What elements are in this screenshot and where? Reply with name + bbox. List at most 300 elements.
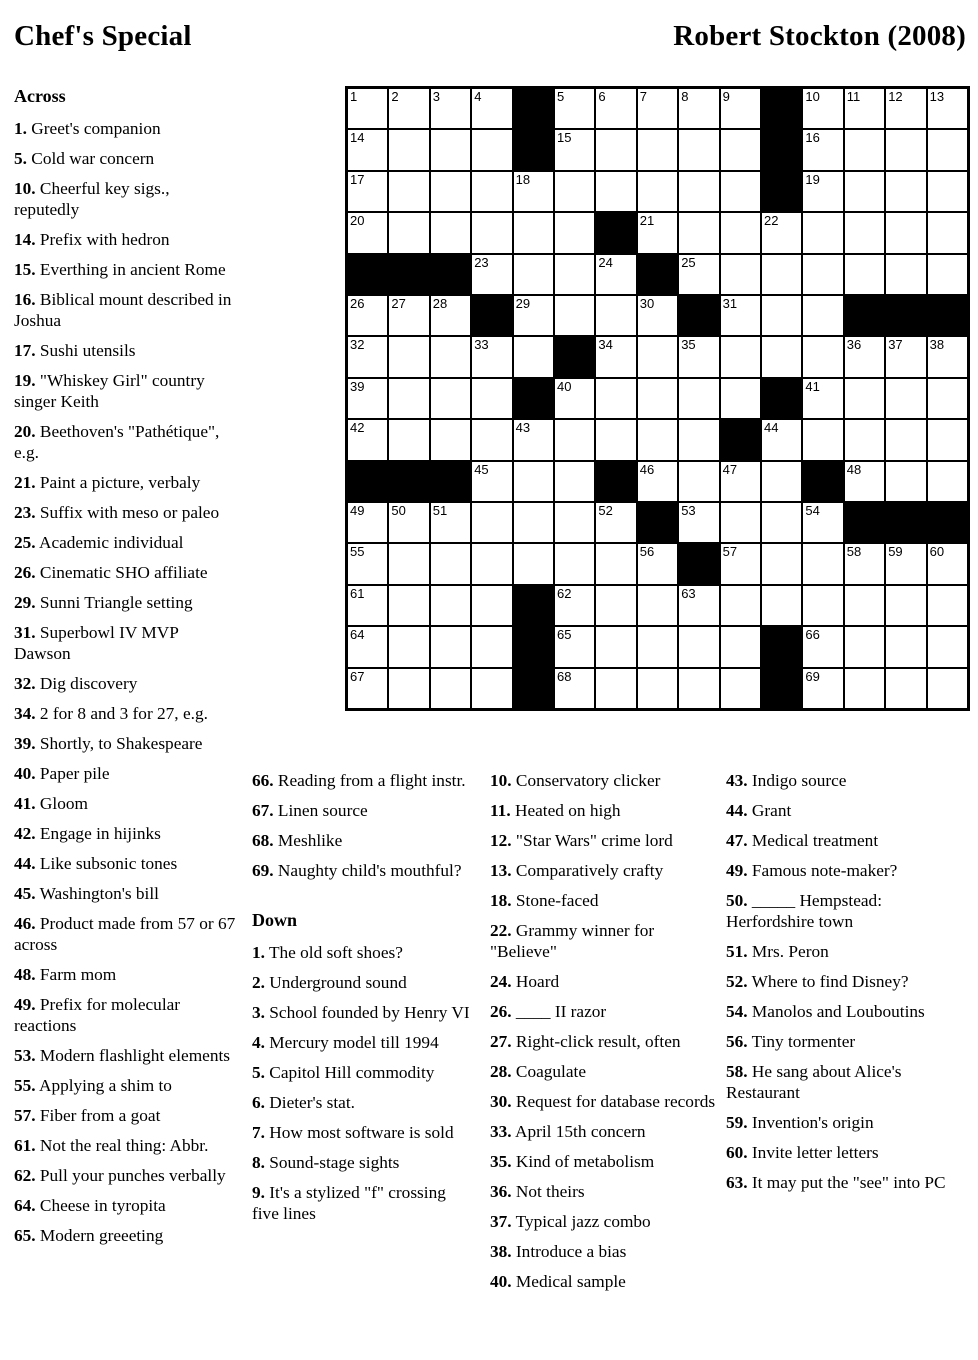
clue xyxy=(490,1211,718,1232)
clue-number: 19. xyxy=(14,371,36,390)
clue-text: Product made from 57 or 67 across xyxy=(14,914,236,954)
grid-cell[interactable] xyxy=(389,420,428,459)
grid-cell[interactable] xyxy=(472,669,511,708)
clue-number: 4. xyxy=(252,1033,265,1052)
grid-cell[interactable] xyxy=(886,130,925,169)
grid-cell[interactable] xyxy=(762,337,801,376)
clue-number: 34. xyxy=(14,704,36,723)
clue-text: ____ II razor xyxy=(511,1002,607,1021)
black-cell xyxy=(514,89,553,128)
clue xyxy=(14,340,236,361)
grid-cell[interactable] xyxy=(721,462,760,501)
cell-number: 3 xyxy=(432,89,441,104)
grid-cell[interactable] xyxy=(803,296,842,335)
black-cell xyxy=(928,503,967,542)
cell-number: 26 xyxy=(350,296,365,311)
grid-cell[interactable] xyxy=(679,255,718,294)
grid-cell[interactable] xyxy=(845,213,884,252)
grid-cell[interactable] xyxy=(472,503,511,542)
grid-cell[interactable] xyxy=(431,172,470,211)
clue xyxy=(726,1061,946,1103)
grid-cell[interactable] xyxy=(389,503,428,542)
grid-cell[interactable] xyxy=(348,379,387,418)
clue-number: 54. xyxy=(726,1002,748,1021)
grid-cell[interactable] xyxy=(928,213,967,252)
clue-number: 1. xyxy=(14,119,27,138)
grid-cell[interactable] xyxy=(514,503,553,542)
grid-cell[interactable] xyxy=(928,627,967,666)
grid-cell[interactable] xyxy=(845,172,884,211)
grid-cell[interactable] xyxy=(431,130,470,169)
grid-cell[interactable] xyxy=(679,89,718,128)
clue-text: Cheese in tyropita xyxy=(35,1196,166,1215)
grid-cell[interactable] xyxy=(803,586,842,625)
black-cell xyxy=(596,213,635,252)
grid-cell[interactable] xyxy=(555,586,594,625)
clue-number: 14. xyxy=(14,230,36,249)
grid-cell[interactable] xyxy=(389,337,428,376)
grid-cell[interactable] xyxy=(886,420,925,459)
grid-cell[interactable] xyxy=(928,255,967,294)
grid-cell[interactable] xyxy=(803,89,842,128)
puzzle-author: Robert Stockton (2008) xyxy=(673,20,966,52)
cell-number: 47 xyxy=(722,461,738,477)
grid-cell[interactable] xyxy=(348,296,387,335)
grid-cell[interactable] xyxy=(803,669,842,708)
grid-cell[interactable] xyxy=(886,379,925,418)
grid-cell[interactable] xyxy=(679,586,718,625)
grid-cell[interactable] xyxy=(596,586,635,625)
grid-cell[interactable] xyxy=(803,255,842,294)
grid-cell[interactable] xyxy=(514,420,553,459)
clue-number: 38. xyxy=(490,1242,512,1261)
clue xyxy=(726,830,946,851)
grid-cell[interactable] xyxy=(845,255,884,294)
cell-number: 60 xyxy=(929,544,945,560)
cell-number: 8 xyxy=(681,89,689,104)
clue-number: 16. xyxy=(14,290,36,309)
grid-cell[interactable] xyxy=(638,544,677,583)
clue-text: Request for database records xyxy=(511,1092,716,1111)
grid-cell[interactable] xyxy=(555,213,594,252)
grid-cell[interactable] xyxy=(389,296,428,335)
clue-text: Sound-stage sights xyxy=(264,1153,400,1172)
clue xyxy=(14,673,236,694)
grid-cell[interactable] xyxy=(845,379,884,418)
clue xyxy=(14,964,236,985)
grid-cell[interactable] xyxy=(348,627,387,666)
grid-cell[interactable] xyxy=(555,296,594,335)
black-cell xyxy=(472,296,511,335)
grid-cell[interactable] xyxy=(596,669,635,708)
grid-cell[interactable] xyxy=(928,420,967,459)
across-heading: Across xyxy=(14,86,66,106)
grid-cell[interactable] xyxy=(928,130,967,169)
clue xyxy=(252,1062,472,1083)
clue xyxy=(490,1121,718,1142)
grid-cell[interactable] xyxy=(638,586,677,625)
clue xyxy=(14,793,236,814)
grid-cell[interactable] xyxy=(721,130,760,169)
grid-cell[interactable] xyxy=(679,420,718,459)
grid-cell[interactable] xyxy=(555,255,594,294)
grid-cell[interactable] xyxy=(762,255,801,294)
grid-cell[interactable] xyxy=(679,337,718,376)
clue xyxy=(14,370,236,412)
grid-cell[interactable] xyxy=(555,544,594,583)
clue xyxy=(490,1241,718,1262)
cell-number: 9 xyxy=(722,89,730,104)
grid-cell[interactable] xyxy=(472,586,511,625)
clue-number: 45. xyxy=(14,884,36,903)
grid-cell[interactable] xyxy=(886,462,925,501)
grid-cell[interactable] xyxy=(596,89,635,128)
clue-number: 13. xyxy=(490,861,512,880)
black-cell xyxy=(555,337,594,376)
black-cell xyxy=(762,172,801,211)
grid-cell[interactable] xyxy=(679,172,718,211)
down-clues-continued xyxy=(490,770,718,1292)
grid-cell[interactable] xyxy=(596,420,635,459)
clue-number: 58. xyxy=(726,1062,748,1081)
clue xyxy=(490,1181,718,1202)
grid-cell[interactable] xyxy=(886,172,925,211)
grid-cell[interactable] xyxy=(596,255,635,294)
grid-cell[interactable] xyxy=(638,669,677,708)
cell-number: 1 xyxy=(350,89,358,104)
grid-cell[interactable] xyxy=(472,462,511,501)
cell-number: 18 xyxy=(515,171,531,187)
cell-number: 12 xyxy=(888,89,903,104)
grid-cell[interactable] xyxy=(638,337,677,376)
cell-number: 59 xyxy=(888,544,903,560)
grid-cell[interactable] xyxy=(431,669,470,708)
grid-cell[interactable] xyxy=(845,669,884,708)
grid-cell[interactable] xyxy=(845,462,884,501)
grid-cell[interactable] xyxy=(845,130,884,169)
grid-cell[interactable] xyxy=(348,503,387,542)
grid-cell[interactable] xyxy=(721,503,760,542)
grid-cell[interactable] xyxy=(679,130,718,169)
grid-cell[interactable] xyxy=(348,213,387,252)
grid-cell[interactable] xyxy=(928,89,967,128)
grid-cell[interactable] xyxy=(679,462,718,501)
grid-cell[interactable] xyxy=(389,130,428,169)
grid-cell[interactable] xyxy=(679,627,718,666)
grid-cell[interactable] xyxy=(472,255,511,294)
clue-text: Cinematic SHO affiliate xyxy=(35,563,208,582)
grid-cell[interactable] xyxy=(555,669,594,708)
grid-cell[interactable] xyxy=(472,379,511,418)
clue-text: It's a stylized "f" crossing five lines xyxy=(252,1183,446,1223)
cell-number: 65 xyxy=(557,627,572,643)
grid-cell[interactable] xyxy=(638,172,677,211)
clue-text: Stone-faced xyxy=(511,891,599,910)
grid-cell[interactable] xyxy=(928,462,967,501)
grid-cell[interactable] xyxy=(886,586,925,625)
grid-cell[interactable] xyxy=(514,462,553,501)
clue xyxy=(726,941,946,962)
clue-text: Invite letter letters xyxy=(747,1143,879,1162)
grid-cell[interactable] xyxy=(803,420,842,459)
grid-cell[interactable] xyxy=(514,172,553,211)
grid-cell[interactable] xyxy=(845,586,884,625)
grid-cell[interactable] xyxy=(596,627,635,666)
grid-cell[interactable] xyxy=(389,172,428,211)
grid-cell[interactable] xyxy=(348,669,387,708)
grid-cell[interactable] xyxy=(514,296,553,335)
clue-text: Not theirs xyxy=(511,1182,585,1201)
grid-cell[interactable] xyxy=(431,89,470,128)
grid-cell[interactable] xyxy=(431,296,470,335)
cell-number: 17 xyxy=(350,171,365,187)
grid-cell[interactable] xyxy=(348,337,387,376)
grid-cell[interactable] xyxy=(514,544,553,583)
grid-cell[interactable] xyxy=(762,213,801,252)
grid-cell[interactable] xyxy=(472,420,511,459)
grid-cell[interactable] xyxy=(721,379,760,418)
black-cell xyxy=(514,586,553,625)
grid-cell[interactable] xyxy=(638,130,677,169)
grid-cell[interactable] xyxy=(762,544,801,583)
grid-cell[interactable] xyxy=(638,213,677,252)
grid-cell[interactable] xyxy=(721,296,760,335)
grid-cell[interactable] xyxy=(679,379,718,418)
grid-cell[interactable] xyxy=(431,627,470,666)
grid-cell[interactable] xyxy=(886,213,925,252)
grid-cell[interactable] xyxy=(845,544,884,583)
grid-cell[interactable] xyxy=(886,255,925,294)
clue xyxy=(252,1122,472,1143)
cell-number: 39 xyxy=(350,378,365,394)
clue-number: 18. xyxy=(490,891,512,910)
grid-cell[interactable] xyxy=(638,420,677,459)
black-cell xyxy=(638,503,677,542)
grid-cell[interactable] xyxy=(721,627,760,666)
grid-cell[interactable] xyxy=(886,337,925,376)
clue-text: Gloom xyxy=(35,794,88,813)
grid-cell[interactable] xyxy=(431,379,470,418)
grid-cell[interactable] xyxy=(555,503,594,542)
grid-cell[interactable] xyxy=(845,89,884,128)
clue xyxy=(14,532,236,553)
grid-cell[interactable] xyxy=(389,586,428,625)
grid-cell[interactable] xyxy=(389,669,428,708)
clue xyxy=(726,1112,946,1133)
clue xyxy=(14,118,236,139)
grid-cell[interactable] xyxy=(514,255,553,294)
grid-cell[interactable] xyxy=(431,213,470,252)
grid-cell[interactable] xyxy=(638,379,677,418)
clue-text: April 15th concern xyxy=(511,1122,646,1141)
grid-cell[interactable] xyxy=(472,213,511,252)
grid-cell[interactable] xyxy=(431,420,470,459)
clue-text: "Whiskey Girl" country singer Keith xyxy=(14,371,205,411)
grid-cell[interactable] xyxy=(514,213,553,252)
clue-number: 32. xyxy=(14,674,36,693)
grid-cell[interactable] xyxy=(803,172,842,211)
grid-cell[interactable] xyxy=(596,296,635,335)
clue-number: 62. xyxy=(14,1166,36,1185)
grid-cell[interactable] xyxy=(762,586,801,625)
grid-cell[interactable] xyxy=(348,586,387,625)
black-cell xyxy=(679,296,718,335)
black-cell xyxy=(389,255,428,294)
clue xyxy=(252,770,472,791)
grid-cell[interactable] xyxy=(721,255,760,294)
grid-cell[interactable] xyxy=(472,544,511,583)
cell-number: 28 xyxy=(432,296,448,311)
grid-cell[interactable] xyxy=(472,627,511,666)
grid-cell[interactable] xyxy=(596,172,635,211)
grid-cell[interactable] xyxy=(638,296,677,335)
clue-text: Shortly, to Shakespeare xyxy=(35,734,203,753)
grid-cell[interactable] xyxy=(928,586,967,625)
clue-text: Farm mom xyxy=(35,965,117,984)
grid-cell[interactable] xyxy=(803,544,842,583)
grid-cell[interactable] xyxy=(555,420,594,459)
grid-cell[interactable] xyxy=(721,586,760,625)
grid-cell[interactable] xyxy=(596,337,635,376)
grid-cell[interactable] xyxy=(348,130,387,169)
grid-cell[interactable] xyxy=(555,379,594,418)
clue-text: Suffix with meso or paleo xyxy=(35,503,220,522)
grid-cell[interactable] xyxy=(638,462,677,501)
grid-cell[interactable] xyxy=(348,172,387,211)
grid-cell[interactable] xyxy=(472,130,511,169)
cell-number: 61 xyxy=(350,585,365,601)
grid-cell[interactable] xyxy=(721,669,760,708)
grid-cell[interactable] xyxy=(762,503,801,542)
grid-cell[interactable] xyxy=(803,379,842,418)
grid-cell[interactable] xyxy=(638,627,677,666)
grid-cell[interactable] xyxy=(596,379,635,418)
grid-cell[interactable] xyxy=(389,544,428,583)
grid-cell[interactable] xyxy=(803,213,842,252)
grid-cell[interactable] xyxy=(596,130,635,169)
clue-number: 65. xyxy=(14,1226,36,1245)
clue-text: Applying a shim to xyxy=(35,1076,172,1095)
grid-cell[interactable] xyxy=(679,503,718,542)
clue-text: Invention's origin xyxy=(747,1113,874,1132)
clue xyxy=(14,733,236,754)
clue xyxy=(14,913,236,955)
clue-number: 67. xyxy=(252,801,274,820)
grid-cell[interactable] xyxy=(803,503,842,542)
grid-cell[interactable] xyxy=(762,462,801,501)
clue xyxy=(14,562,236,583)
clue xyxy=(14,148,236,169)
clue xyxy=(252,1002,472,1023)
clue-number: 33. xyxy=(490,1122,512,1141)
grid-cell[interactable] xyxy=(555,172,594,211)
clue-text: Washington's bill xyxy=(35,884,159,903)
grid-cell[interactable] xyxy=(679,213,718,252)
grid-cell[interactable] xyxy=(348,420,387,459)
cell-number: 34 xyxy=(598,337,613,353)
grid-cell[interactable] xyxy=(472,172,511,211)
grid-cell[interactable] xyxy=(596,503,635,542)
grid-cell[interactable] xyxy=(389,213,428,252)
grid-cell[interactable] xyxy=(721,172,760,211)
cell-number: 2 xyxy=(391,89,399,104)
across-clues-continued xyxy=(252,770,472,881)
grid-cell[interactable] xyxy=(721,213,760,252)
grid-cell[interactable] xyxy=(389,89,428,128)
grid-cell[interactable] xyxy=(555,462,594,501)
grid-cell[interactable] xyxy=(928,544,967,583)
cell-number: 23 xyxy=(474,254,489,270)
cell-number: 48 xyxy=(846,461,862,477)
grid-cell[interactable] xyxy=(348,89,387,128)
grid-cell[interactable] xyxy=(803,337,842,376)
grid-cell[interactable] xyxy=(886,627,925,666)
clue-number: 30. xyxy=(490,1092,512,1111)
grid-cell[interactable] xyxy=(886,669,925,708)
grid-cell[interactable] xyxy=(431,503,470,542)
grid-cell[interactable] xyxy=(928,669,967,708)
grid-cell[interactable] xyxy=(679,669,718,708)
grid-cell[interactable] xyxy=(845,420,884,459)
grid-cell[interactable] xyxy=(928,379,967,418)
clue-number: 64. xyxy=(14,1196,36,1215)
cell-number: 43 xyxy=(515,420,531,436)
clue-text: Grammy winner for "Believe" xyxy=(490,921,655,961)
grid-cell[interactable] xyxy=(389,627,428,666)
grid-cell[interactable] xyxy=(431,544,470,583)
grid-cell[interactable] xyxy=(928,337,967,376)
clue xyxy=(14,289,236,331)
grid-cell[interactable] xyxy=(472,89,511,128)
grid-cell[interactable] xyxy=(638,89,677,128)
grid-cell[interactable] xyxy=(431,337,470,376)
clue-text: He sang about Alice's Restaurant xyxy=(726,1062,902,1102)
grid-cell[interactable] xyxy=(514,337,553,376)
clue-number: 9. xyxy=(252,1183,265,1202)
clue xyxy=(14,592,236,613)
clue-number: 46. xyxy=(14,914,36,933)
grid-cell[interactable] xyxy=(472,337,511,376)
clue xyxy=(490,1031,718,1052)
clue-text: "Star Wars" crime lord xyxy=(511,831,673,850)
grid-cell[interactable] xyxy=(762,420,801,459)
grid-cell[interactable] xyxy=(845,627,884,666)
clue-number: 31. xyxy=(14,623,36,642)
grid-cell[interactable] xyxy=(348,544,387,583)
cell-number: 55 xyxy=(350,544,365,560)
grid-cell[interactable] xyxy=(721,337,760,376)
grid-cell[interactable] xyxy=(721,544,760,583)
grid-cell[interactable] xyxy=(555,130,594,169)
grid-cell[interactable] xyxy=(721,89,760,128)
grid-cell[interactable] xyxy=(389,379,428,418)
grid-cell[interactable] xyxy=(886,89,925,128)
down-clues-list xyxy=(252,942,472,1224)
grid-cell[interactable] xyxy=(555,89,594,128)
grid-cell[interactable] xyxy=(431,586,470,625)
grid-cell[interactable] xyxy=(762,296,801,335)
grid-cell[interactable] xyxy=(845,337,884,376)
grid-cell[interactable] xyxy=(928,172,967,211)
grid-cell[interactable] xyxy=(803,627,842,666)
grid-cell[interactable] xyxy=(555,627,594,666)
grid-cell[interactable] xyxy=(803,130,842,169)
clue-column-2 xyxy=(252,770,472,1233)
cell-number: 11 xyxy=(846,89,861,104)
grid-cell[interactable] xyxy=(886,544,925,583)
cell-number: 36 xyxy=(846,337,862,353)
grid-cell[interactable] xyxy=(596,544,635,583)
